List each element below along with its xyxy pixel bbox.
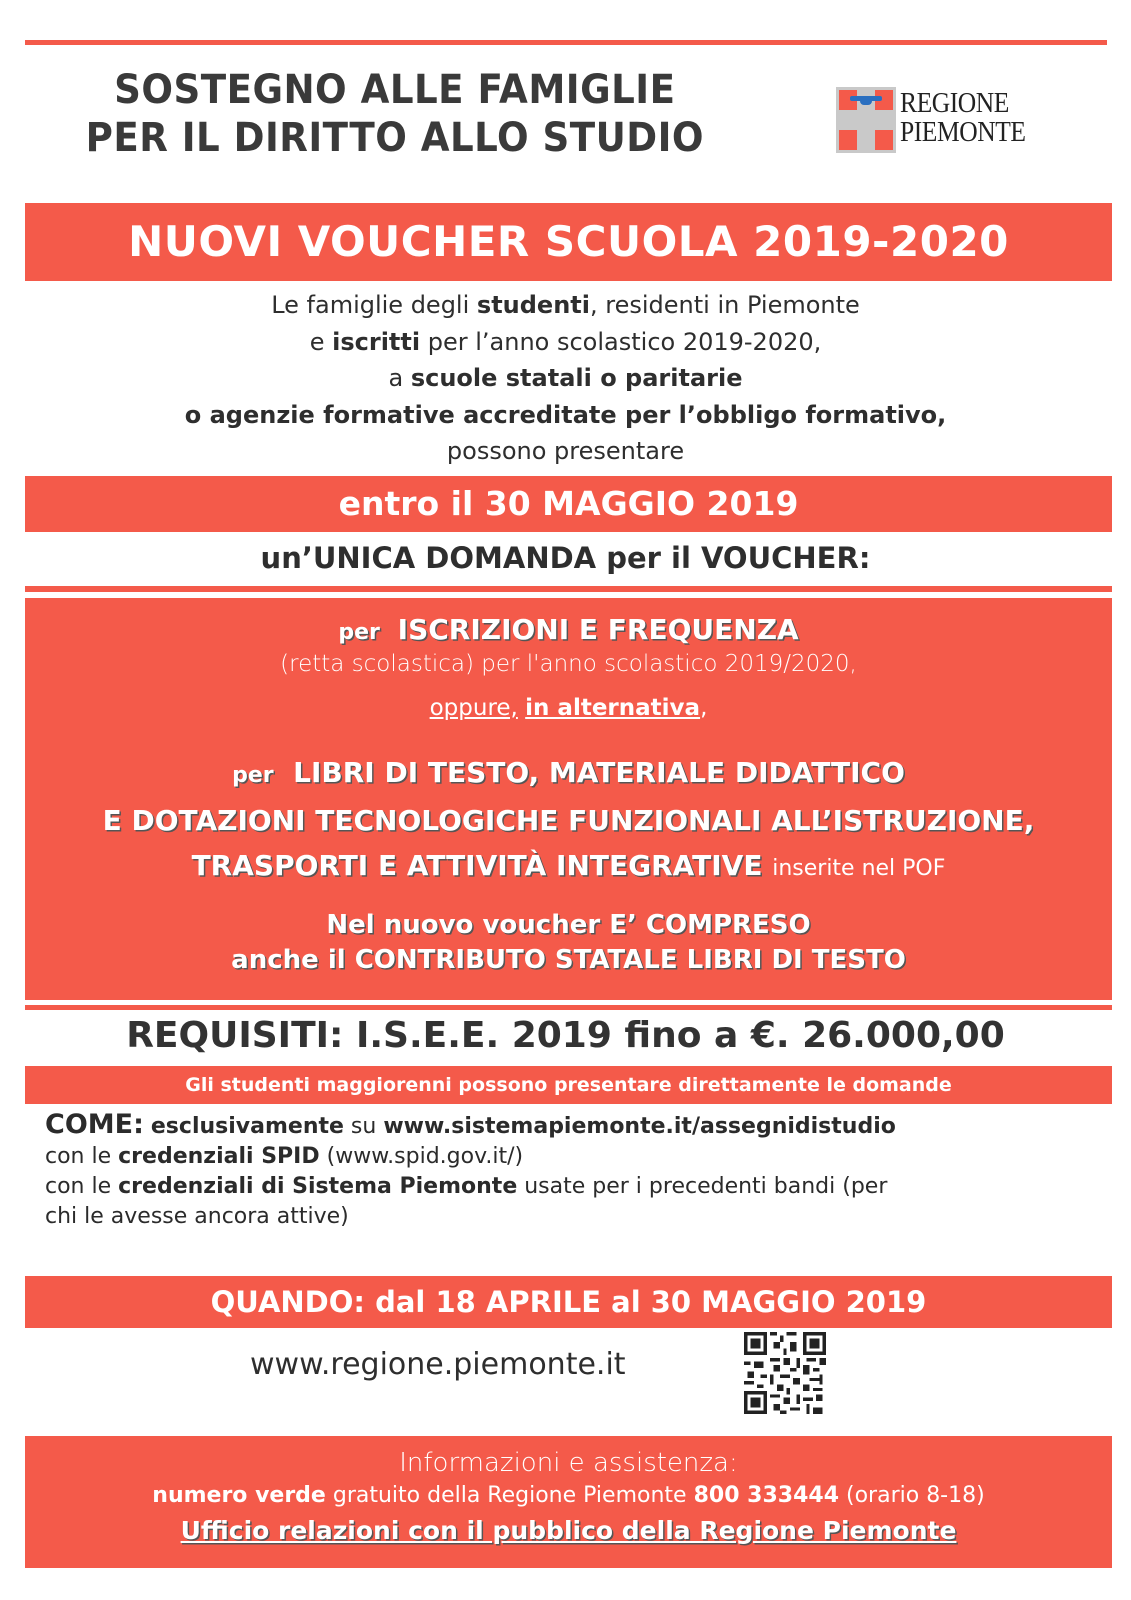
option-1-detail: (retta scolastica) per l'anno scolastico 2019/2020, xyxy=(280,651,857,677)
sistemapiemonte-link[interactable]: www.sistemapiemonte.it/assegnidistudio xyxy=(383,1114,896,1139)
alternative-text: oppure, in alternativa, xyxy=(429,695,708,721)
page-title xyxy=(60,66,730,162)
spid-link[interactable]: (www.spid.gov.it/) xyxy=(319,1144,524,1169)
come-line-2: con le credenziali SPID (www.spid.gov.it/) xyxy=(45,1144,524,1169)
intro-text xyxy=(0,287,1131,470)
come-line-1: COME: esclusivamente su www.sistemapiemonte.it/assegnidistudio xyxy=(45,1109,896,1140)
intro-line-3: a scuole statali o paritarie xyxy=(388,364,743,392)
voucher-banner-text: NUOVI VOUCHER SCUOLA 2019-2020 xyxy=(128,217,1009,266)
website-link[interactable]: www.regione.piemonte.it xyxy=(250,1347,626,1382)
option-1: per ISCRIZIONI E FREQUENZA xyxy=(338,613,799,646)
quando-text: QUANDO: dal 18 APRILE al 30 MAGGIO 2019 xyxy=(210,1285,927,1319)
title-line-2: PER IL DIRITTO ALLO STUDIO xyxy=(85,115,704,161)
title-line-1: SOSTEGNO ALLE FAMIGLIE xyxy=(114,67,676,113)
info-title: Informazioni e assistenza: xyxy=(399,1448,738,1478)
regione-piemonte-logo xyxy=(836,87,1046,155)
deadline-banner xyxy=(25,476,1112,532)
maggiorenni-text: Gli studenti maggiorenni possono presentare direttamente le domande xyxy=(185,1074,952,1096)
divider xyxy=(25,586,1112,592)
info-block xyxy=(25,1436,1112,1568)
come-line-4: chi le avesse ancora attive) xyxy=(45,1204,349,1229)
logo-line-2: PIEMONTE xyxy=(900,116,1026,148)
logo-cross-icon xyxy=(836,87,896,153)
info-phone-line: numero verde gratuito della Regione Piemonte 800 333444 (orario 8-18) xyxy=(152,1483,985,1508)
option-2: per LIBRI DI TESTO, MATERIALE DIDATTICO E DOTAZIONI TECNOLOGICHE FUNZIONALI ALL’ISTRUZIONE, TRASPORTI E ATTIVITÀ INTEGRATIVE inserite nel POF xyxy=(102,756,1035,882)
come-line-3: con le credenziali di Sistema Piemonte usate per i precedenti bandi (per xyxy=(45,1174,888,1199)
urp-link[interactable]: Ufficio relazioni con il pubblico della Regione Piemonte xyxy=(180,1516,957,1545)
logo-line-1: REGIONE xyxy=(900,87,1009,119)
maggiorenni-banner xyxy=(25,1066,1112,1104)
logo-text xyxy=(900,89,1025,147)
come-section xyxy=(45,1110,1115,1232)
phone-number[interactable]: 800 333444 xyxy=(693,1483,840,1508)
top-divider xyxy=(25,40,1107,45)
quando-banner xyxy=(25,1276,1112,1328)
unica-domanda-heading: un’UNICA DOMANDA per il VOUCHER: xyxy=(260,541,871,575)
voucher-banner xyxy=(25,203,1112,281)
voucher-options-block xyxy=(25,598,1112,1000)
intro-line-1: Le famiglie degli studenti, residenti in Piemonte xyxy=(271,291,860,319)
intro-line-4: o agenzie formative accreditate per l’obbligo formativo, xyxy=(184,400,947,429)
intro-line-5: possono presentare xyxy=(446,437,685,465)
intro-line-2: e iscritti per l’anno scolastico 2019-2020, xyxy=(309,327,822,356)
requirements-heading: REQUISITI: I.S.E.E. 2019 fino a €. 26.000,00 xyxy=(126,1015,1005,1056)
deadline-text: entro il 30 MAGGIO 2019 xyxy=(338,484,799,523)
qr-code-icon[interactable] xyxy=(744,1332,826,1414)
contributo-note: Nel nuovo voucher E’ COMPRESO anche il CONTRIBUTO STATALE LIBRI DI TESTO xyxy=(231,910,906,975)
